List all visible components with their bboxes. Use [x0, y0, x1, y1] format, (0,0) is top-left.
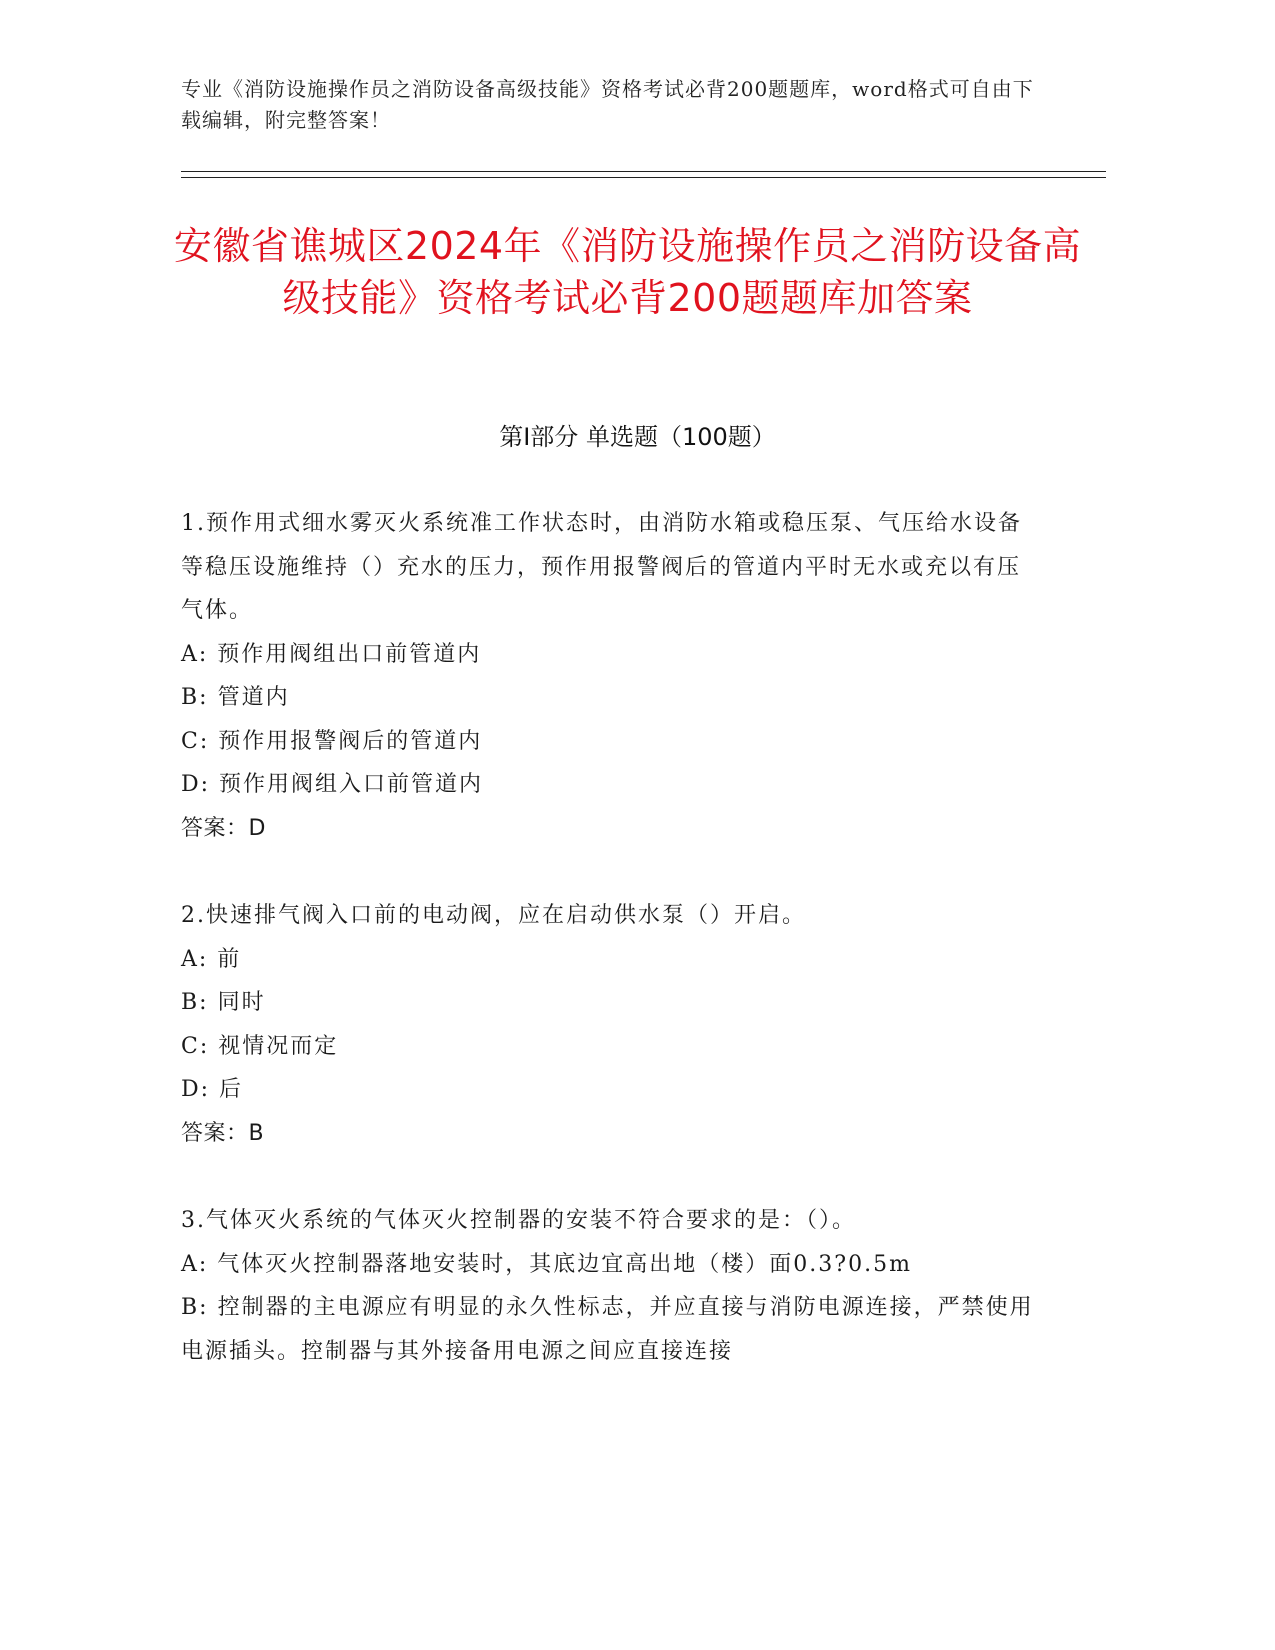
option-d: D: 后 [181, 1077, 244, 1102]
option-c: C: 预作用报警阀后的管道内 [181, 728, 483, 754]
question-stem: 1.预作用式细水雾灭火系统准工作状态时，由消防水箱或稳压泵、气压给水设备等稳压设施维持（）充水的压力，预作用报警阀后的管道内平时无水或充以有压气体。 [181, 511, 1022, 623]
option-d: D: 预作用阀组入口前管道内 [181, 772, 484, 797]
option-b: B: 控制器的主电源应有明显的永久性标志，并应直接与消防电源连接，严禁使用电源插头。控制器与其外接备用电源之间应直接连接 [181, 1295, 1034, 1364]
question-3 [181, 1199, 1041, 1373]
answer-line: 答案：D [181, 815, 266, 841]
question-stem: 3.气体灭火系统的气体灭火控制器的安装不符合要求的是：（）。 [181, 1208, 856, 1233]
section-title: 第I部分 单选题（100题） [499, 423, 776, 451]
header-note: 专业《消防设施操作员之消防设备高级技能》资格考试必背200题题库，word格式可自由下载编辑，附完整答案！ [181, 77, 1034, 132]
option-c: C: 视情况而定 [181, 1033, 339, 1059]
option-a: A: 气体灭火控制器落地安装时，其底边宜高出地（楼）面0.3?0.5m [181, 1251, 912, 1277]
header-divider-top [181, 171, 1106, 172]
answer-line: 答案：B [181, 1120, 265, 1146]
option-b: B: 管道内 [181, 685, 290, 710]
header-divider-bottom [181, 177, 1106, 178]
document-title: 安徽省谯城区2024年《消防设施操作员之消防设备高级技能》资格考试必背200题题库加答案 [173, 224, 1082, 320]
option-a: A: 预作用阀组出口前管道内 [181, 641, 482, 667]
question-stem: 2.快速排气阀入口前的电动阀，应在启动供水泵（）开启。 [181, 903, 806, 928]
option-a: A: 前 [181, 946, 242, 972]
question-2 [181, 894, 1041, 1155]
question-1 [181, 502, 1041, 850]
option-b: B: 同时 [181, 990, 266, 1015]
